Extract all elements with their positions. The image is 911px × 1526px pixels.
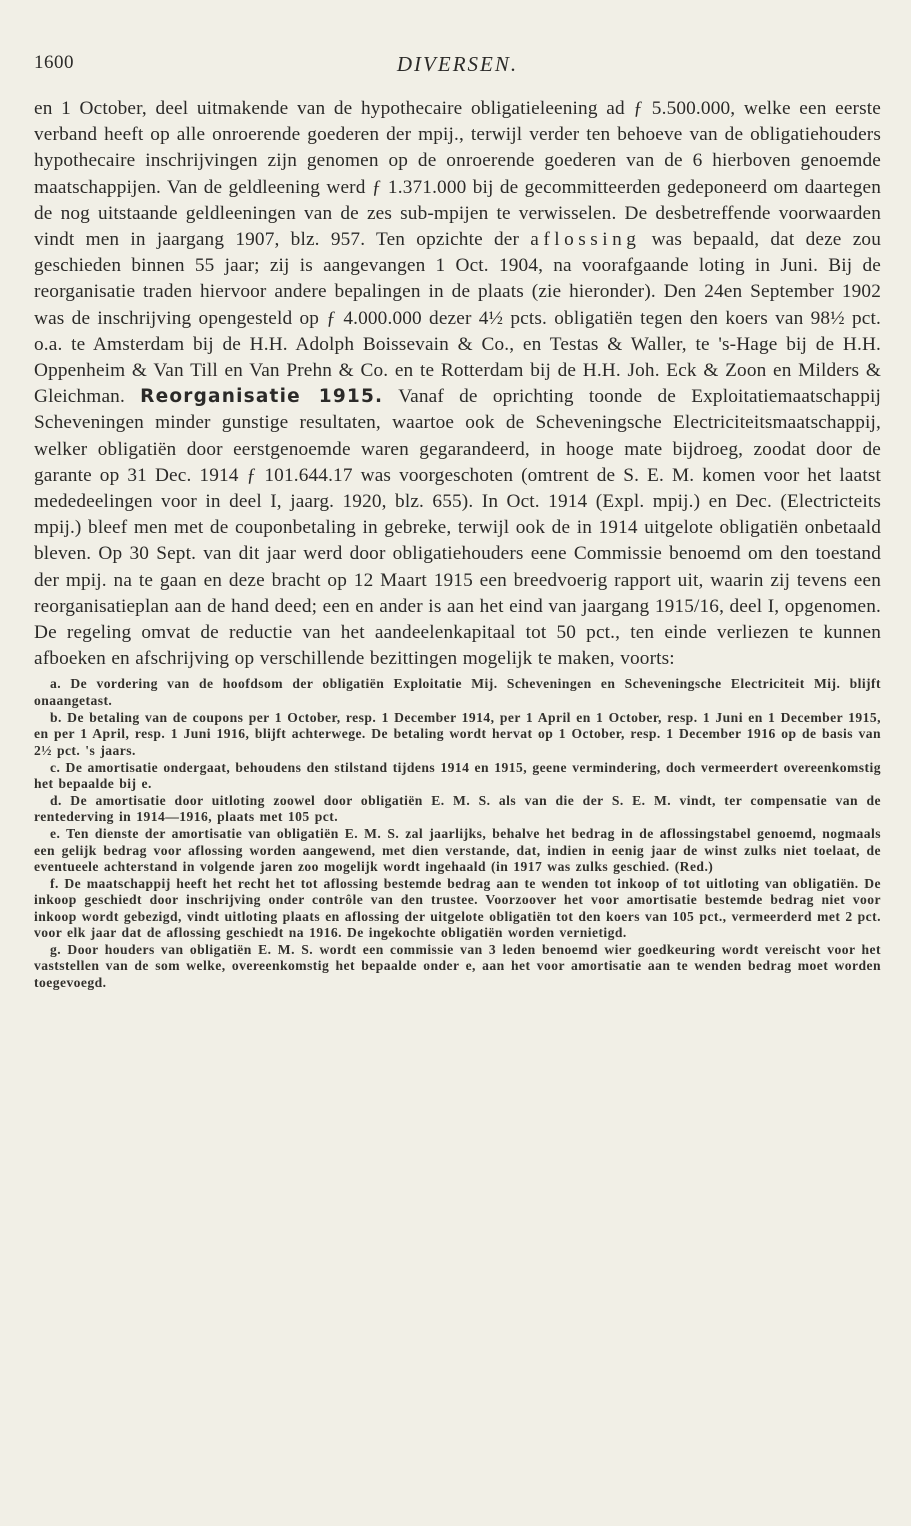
page-header [34, 52, 881, 96]
list-item-a: a. De vordering van de hoofdsom der obligatiën Exploitatie Mij. Scheveningen en Scheveningsche Electriciteit Mij. blijft onaangetast. [34, 676, 881, 708]
list-item-f: f. De maatschappij heeft het recht het tot aflossing bestemde bedrag aan te wenden tot inkoop of tot uitloting van obligatiën. De inkoop geschiedt door inschrijving onder contrôle van den trustee. Voorzoover het voor amortisatie bestemde bedrag niet voor inkoop wordt gebezigd, vindt uitloting plaats en aflossing der uitgelote obligatiën tot den koers van 105 pct., vermeerderd met 2 pct. voor elk jaar dat de aflossing geschiedt na 1916. De ingekochte obligatiën worden vernietigd. [34, 875, 881, 941]
section-heading-reorganisatie: Reorganisatie 1915. [140, 386, 384, 408]
spaced-term-aflossing: aflossing [530, 229, 641, 251]
list-item-e: e. Ten dienste der amortisatie van obligatiën E. M. S. zal jaarlijks, behalve het bedrag in de aflossingstabel genoemd, nogmaals een gelijk bedrag voor aflossing worden aangewend, met dien verstande, dat, indien in eenig jaar de winst zulks niet toelaat, de eventueele achterstand in volgende jaren zoo mogelijk wordt ingehaald (in 1917 was zulks geschied. (Red.) [34, 826, 881, 874]
list-item-c: c. De amortisatie ondergaat, behoudens den stilstand tijdens 1914 en 1915, geene vermindering, doch vermeerdert overeenkomstig het bepaalde bij e. [34, 759, 881, 791]
running-title: DIVERSEN. [396, 52, 519, 76]
body-paragraph [34, 96, 881, 672]
paragraph-part-3: Vanaf de oprichting toonde de Exploitatiemaatschappij Scheveningen minder gunstige resultaten, waartoe ook de Scheveningsche Electriciteitsmaatschappij, welker obligatiën door eerstgenoemde waren gegarandeerd, in hooge mate bijdroeg, zoodat door de garante op 31 Dec. 1914 ƒ 101.644.17 was voorgeschoten (omtrent de S. E. M. komen voor het laatst mededeelingen voor in deel I, jaarg. 1920, blz. 655). In Oct. 1914 (Expl. mpij.) en Dec. (Electricteits mpij.) bleef men met de couponbetaling in gebreke, terwijl ook de in 1914 uitgelote obligatiën onbetaald bleven. Op 30 Sept. van dit jaar werd door obligatiehouders eene Commissie benoemd om den toestand der mpij. na te gaan en deze bracht op 12 Maart 1915 een breedvoerig rapport uit, waarin zij tevens een reorganisatieplan aan de hand deed; een en ander is aan het eind van jaargang 1915/16, deel I, opgenomen. De regeling omvat de reductie van het aandeelenkapitaal tot 50 pct., ten einde verliezen te kunnen afboeken en afschrijving op verschillende bezittingen mogelijk te maken, voorts: [34, 386, 881, 670]
list-item-d: d. De amortisatie door uitloting zoowel door obligatiën E. M. S. als van die der S. E. M. vindt, ter compensatie van de rentederving in 1914—1916, plaats met 105 pct. [34, 792, 881, 825]
list-item-g: g. Door houders van obligatiën E. M. S. wordt een commissie van 3 leden benoemd wier goedkeuring wordt vereischt voor het vaststellen van de som welke, overeenkomstig het bepaalde onder e, aan het voor amortisatie aan te wenden bedrag moet worden toegevoegd. [34, 941, 881, 990]
paragraph-part-2: was bepaald, dat deze zou geschieden binnen 55 jaar; zij is aangevangen 1 Oct. 1904, na voorafgaande loting in Juni. Bij de reorganisatie traden hiervoor andere bepalingen in de plaats (zie hieronder). Den 24en September 1902 was de inschrijving opengesteld op ƒ 4.000.000 dezer 4½ pcts. obligatiën tegen den koers van 98½ pct. o.a. te Amsterdam bij de H.H. Adolph Boissevain & Co., en Testas & Waller, te 's-Hage bij de H.H. Oppenheim & Van Till en Van Prehn & Co. en te Rotterdam bij de H.H. Joh. Eck & Zoon en Milders & Gleichman. [34, 229, 881, 408]
main-text [34, 96, 881, 672]
page-number: 1600 [34, 52, 74, 73]
regulation-list [34, 676, 881, 991]
paragraph-part-1: en 1 October, deel uitmakende van de hypothecaire obligatieleening ad ƒ 5.500.000, welke een eerste verband heeft op alle onroerende goederen der mpij., terwijl verder ten behoeve van de obligatiehouders hypothecaire inschrijvingen zijn genomen op de onroerende goederen van de 6 hierboven genoemde maatschappijen. Van de geldleening werd ƒ 1.371.000 bij de gecommitteerden gedeponeerd om daartegen de nog uitstaande geldleeningen van de zes sub-mpijen te verwisselen. De desbetreffende voorwaarden vindt men in jaargang 1907, blz. 957. Ten opzichte der [34, 98, 881, 251]
list-item-b: b. De betaling van de coupons per 1 October, resp. 1 December 1914, per 1 April en 1 October, resp. 1 Juni en 1 December 1915, en per 1 April, resp. 1 Juni 1916, blijft achterwege. De betaling wordt hervat op 1 October, resp. 1 December 1916 op de basis van 2½ pct. 's jaars. [34, 709, 881, 758]
